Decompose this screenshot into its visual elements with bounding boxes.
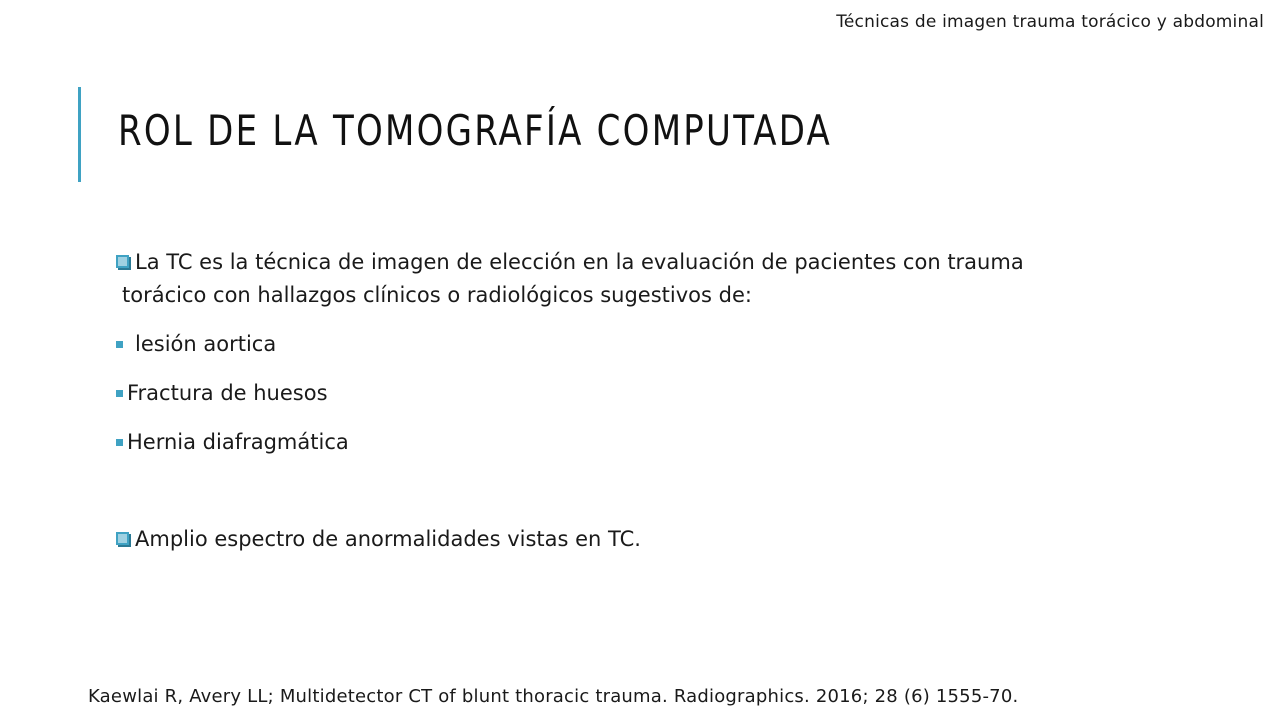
title-accent-bar xyxy=(78,87,81,182)
list-item-sub-2 xyxy=(116,377,1196,410)
header-note: Técnicas de imagen trauma torácico y abdominal xyxy=(836,12,1264,32)
list-item-continuation xyxy=(116,279,1196,312)
list-item-text: La TC es la técnica de imagen de elección en la evaluación de pacientes con trauma xyxy=(135,250,1024,274)
list-item-text: torácico con hallazgos clínicos o radiológicos sugestivos de: xyxy=(122,283,752,307)
list-item-sub-1 xyxy=(116,328,1196,361)
list-item-text: lesión aortica xyxy=(135,332,277,356)
list-item-text: Fractura de huesos xyxy=(127,381,328,405)
slide-title: ROL DE LA TOMOGRAFÍA COMPUTADA xyxy=(118,106,833,155)
list-item-text: Amplio espectro de anormalidades vistas en TC. xyxy=(135,527,641,551)
square-bullet-icon xyxy=(116,390,123,397)
list-item-main-2 xyxy=(116,523,1196,556)
list-item-sub-3 xyxy=(116,426,1196,459)
square-bullet-icon xyxy=(116,439,123,446)
list-item-text: Hernia diafragmática xyxy=(127,430,349,454)
checkbox-bullet-icon xyxy=(116,532,129,545)
reference-citation: Kaewlai R, Avery LL; Multidetector CT of blunt thoracic trauma. Radiographics. 2016; 28 (6) 1555-70. xyxy=(88,686,1019,707)
checkbox-bullet-icon xyxy=(116,255,129,268)
square-bullet-icon xyxy=(116,341,123,348)
list-item-main-1 xyxy=(116,246,1196,279)
bullet-list xyxy=(116,246,1196,556)
